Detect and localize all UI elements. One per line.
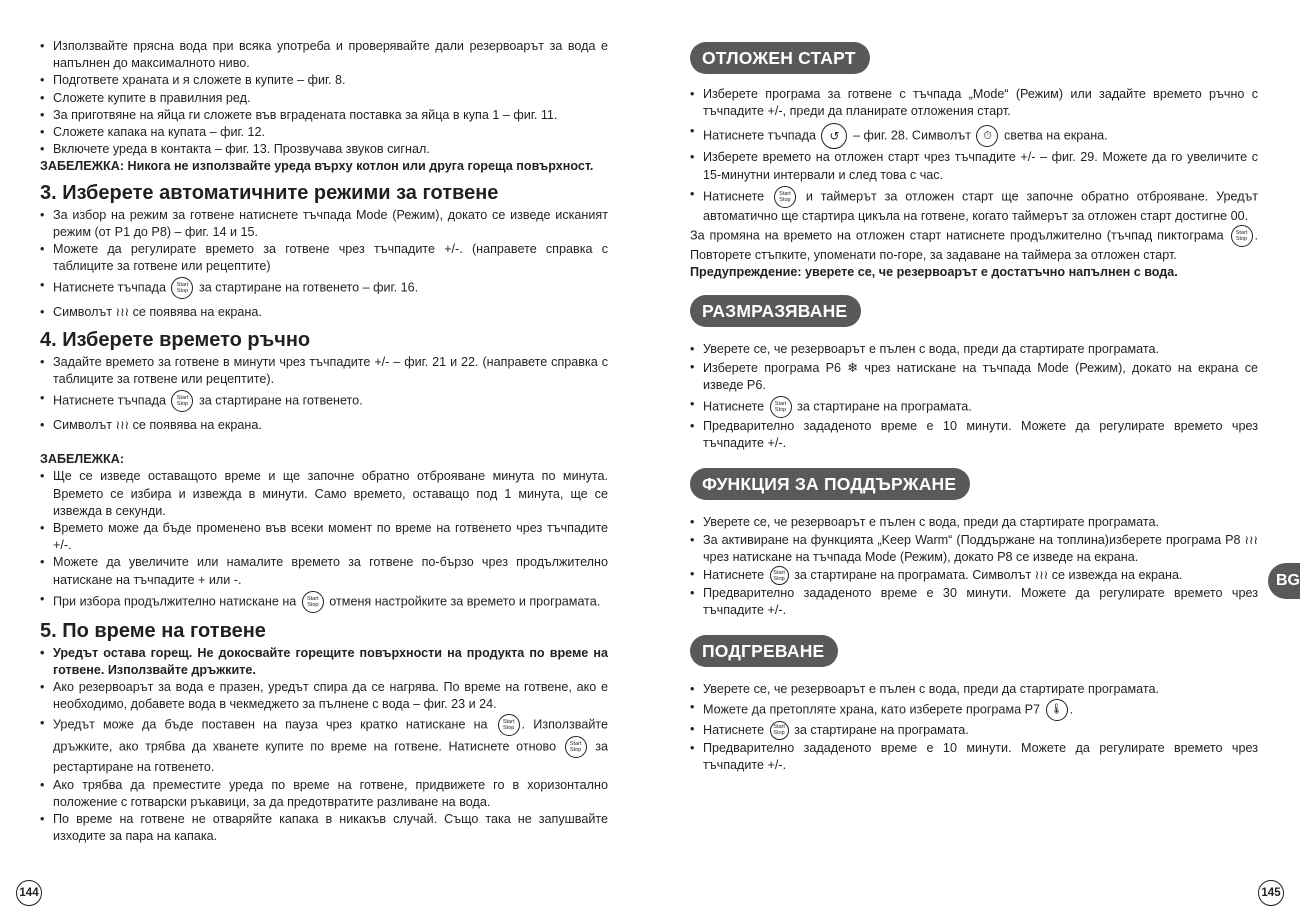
language-tab: BG	[1268, 563, 1300, 599]
delay-change-text	[690, 225, 1258, 264]
list-item: • Уредът остава горещ. Не докосвайте горещите повърхности на продукта по време на готвене. Използвайте дръжките.	[40, 645, 608, 679]
text-fragment: отменя настройките за времето и програмата.	[329, 594, 601, 609]
page-number-right: 145	[1258, 880, 1284, 906]
list-item: • Задайте времето за готвене в минути чрез тъчпадите +/- – фиг. 21 и 22. (направете справка с таблиците за готвене или рецептите).	[40, 354, 608, 388]
list-item: • Подгответе храната и я сложете в купите – фиг. 8.	[40, 72, 608, 89]
list-item: • По време на готвене не отваряйте капака в никакъв случай. Също така не запушвайте изходите за пара на капака.	[40, 811, 608, 845]
text-fragment: Натиснете тъчпада	[53, 280, 166, 295]
section-4-heading: 4. Изберете времето ръчно	[40, 328, 311, 351]
text-fragment: . Повторете стъпките, упоменати по-горе, за задаване на таймера за отложен старт.	[690, 228, 1258, 263]
list-item: • Включете уреда в контакта – фиг. 13. Прозвучава звуков сигнал.	[40, 141, 608, 158]
keep-warm-heading: ФУНКЦИЯ ЗА ПОДДЪРЖАНЕ	[690, 468, 970, 500]
section-5-heading: 5. По време на готвене	[40, 619, 266, 642]
left-column	[40, 38, 608, 846]
list-item: • За избор на режим за готвене натиснете тъчпада Mode (Режим), докато се изведе исканият режим (от P1 до P8) – фиг. 14 и 15.	[40, 207, 608, 241]
text-fragment: Натиснете	[703, 189, 765, 204]
list-item: • Времето може да бъде променено във всеки момент по време на готвенето чрез тъчпадите +/-.	[40, 520, 608, 554]
list-item	[40, 417, 608, 434]
section-3-heading: 3. Изберете автоматичните режими за готвене	[40, 181, 499, 204]
delay-start-icon: ↺	[821, 123, 847, 149]
reheat-list	[690, 681, 1258, 774]
steam-icon: ≀≀≀	[115, 418, 130, 433]
list-item: • Можете да регулирате времето за готвене чрез тъчпадите +/-. (направете справка с таблиците за готвене или рецептите)	[40, 241, 608, 275]
text-fragment: За активиране на функцията „Keep Warm“ (Поддържане на топлина)изберете програма P8	[703, 532, 1241, 547]
text-fragment: чрез натискане на тъчпада Mode (Режим), докато P8 се изведе на екрана.	[703, 549, 1139, 564]
list-item: • Уверете се, че резервоарът е пълен с вода, преди да стартирате програмата.	[690, 341, 1258, 358]
delay-start-heading: ОТЛОЖЕН СТАРТ	[690, 42, 870, 74]
text-fragment: Можете да претопляте храна, като изберете програма P7	[703, 701, 1041, 716]
list-item: • Изберете програма за готвене с тъчпада „Mode“ (Режим) или задайте времето ръчно с тъчпадите +/-, преди да планирате отложения старт.	[690, 86, 1258, 120]
start-stop-icon: Start Stop	[498, 714, 520, 736]
list-item: • Предварително зададеното време е 10 минути. Можете да регулирате времето чрез тъчпадите +/-.	[690, 418, 1258, 452]
text-fragment: Символът	[53, 418, 113, 433]
list-item	[690, 396, 1258, 418]
list-item: • Уверете се, че резервоарът е пълен с вода, преди да стартирате програмата.	[690, 514, 1258, 531]
text-fragment: Натиснете	[703, 722, 765, 737]
text-fragment: Натиснете	[703, 567, 765, 582]
list-item	[40, 277, 608, 299]
delay-start-list	[690, 86, 1258, 225]
text-fragment: за стартиране на програмата.	[797, 399, 972, 414]
snowflake-icon: ❄	[847, 359, 859, 375]
list-item	[690, 721, 1258, 740]
intro-list	[40, 38, 608, 158]
text-fragment: и таймерът за отложен старт ще започне обратно отброяване. Уредът автоматично ще стартира цикъла на готвене, когато таймерът за отложен старт достигне 00.	[703, 189, 1258, 223]
delay-warning: Предупреждение: уверете се, че резервоарът е достатъчно напълнен с вода.	[690, 265, 1178, 280]
text-fragment: светва на екрана.	[1003, 128, 1108, 143]
text-fragment: Натиснете тъчпада	[703, 128, 816, 143]
text-fragment: за стартиране на готвенето.	[198, 393, 363, 408]
list-item	[40, 390, 608, 412]
text-fragment: Уредът може да бъде поставен на пауза чрез кратко натискане на	[53, 717, 488, 732]
section-3-list	[40, 207, 608, 322]
list-item: • Използвайте прясна вода при всяка употреба и проверявайте дали резервоарът за вода е напълнен до максималното ниво.	[40, 38, 608, 72]
list-item	[690, 566, 1258, 585]
text-fragment: – фиг. 28. Символът	[852, 128, 971, 143]
text-fragment: чрез натискане на тъчпада Mode (Режим), докато на екрана се изведе P6.	[703, 360, 1258, 392]
text-fragment: Натиснете тъчпада	[53, 393, 166, 408]
page-number-left: 144	[16, 880, 42, 906]
list-item	[690, 359, 1258, 394]
steam-icon: ≀≀≀	[115, 305, 130, 320]
steam-icon: ≀≀≀	[1244, 532, 1258, 547]
list-item	[40, 714, 608, 777]
right-column	[690, 42, 1258, 774]
list-item: • Уверете се, че резервоарът е пълен с вода, преди да стартирате програмата.	[690, 681, 1258, 698]
list-item: • Ако трябва да преместите уреда по време на готвене, придвижете го в хоризонтално положение с готварски ръкавици, за да предотвратите разливане на вода.	[40, 777, 608, 811]
text-fragment: За промяна на времето на отложен старт натиснете продължително (тъчпад пиктограма	[690, 228, 1224, 243]
list-item: • Изберете времето на отложен старт чрез тъчпадите +/- – фиг. 29. Можете да го увеличите с 15-минутни интервали и след това с час.	[690, 149, 1258, 183]
start-stop-icon: Start Stop	[565, 736, 587, 758]
list-item	[690, 532, 1258, 566]
list-item	[40, 591, 608, 613]
list-item	[40, 304, 608, 321]
note-surface: ЗАБЕЛЕЖКА: Никога не използвайте уреда върху котлон или друга гореща повърхност.	[40, 159, 594, 174]
text-fragment: Символът	[53, 305, 113, 320]
text-fragment: .	[1069, 701, 1074, 716]
section-5-list	[40, 645, 608, 846]
defrost-list	[690, 341, 1258, 452]
start-stop-icon: Start Stop	[774, 186, 796, 208]
list-item	[690, 186, 1258, 225]
clock-icon: ⏱	[976, 125, 998, 147]
list-item: • Предварително зададеното време е 10 минути. Можете да регулирате времето чрез тъчпадите +/-.	[690, 740, 1258, 774]
start-stop-icon: Start Stop	[1231, 225, 1253, 247]
section-4-list	[40, 354, 608, 435]
text-fragment: Изберете програма P6	[703, 360, 841, 375]
text-fragment: за стартиране на готвенето – фиг. 16.	[198, 280, 419, 295]
text-fragment: за стартиране на програмата. Символът	[794, 567, 1032, 582]
text-fragment: се появява на екрана.	[132, 418, 262, 433]
list-item: • За приготвяне на яйца ги сложете във вградената поставка за яйца в купа 1 – фиг. 11.	[40, 107, 608, 124]
reheat-heading: ПОДГРЕВАНЕ	[690, 635, 838, 667]
keep-warm-list	[690, 514, 1258, 619]
start-stop-icon: Start Stop	[770, 566, 789, 585]
text-fragment: При избора продължително натискане на	[53, 594, 297, 609]
text-fragment: се появява на екрана.	[132, 305, 262, 320]
start-stop-icon: Start Stop	[770, 721, 789, 740]
list-item: • Сложете капака на купата – фиг. 12.	[40, 124, 608, 141]
steam-icon: ≀≀≀	[1034, 567, 1049, 582]
note-list	[40, 468, 608, 612]
list-item	[690, 123, 1258, 149]
list-item	[690, 699, 1258, 721]
text-fragment: Натиснете	[703, 399, 765, 414]
text-fragment: за рестартиране на готвенето.	[53, 739, 609, 774]
start-stop-icon: Start Stop	[171, 277, 193, 299]
list-item: • Можете да увеличите или намалите времето за готвене по-бързо чрез продължително натискане на тъчпадите + или -.	[40, 554, 608, 588]
thermometer-icon: 🌡	[1046, 699, 1068, 721]
start-stop-icon: Start Stop	[770, 396, 792, 418]
text-fragment: се извежда на екрана.	[1051, 567, 1183, 582]
text-fragment: за стартиране на програмата.	[794, 722, 969, 737]
list-item: • Предварително зададеното време е 30 минути. Можете да регулирате времето чрез тъчпадите +/-.	[690, 585, 1258, 619]
list-item: • Ще се изведе оставащото време и ще започне обратно отброяване минута по минута. Времето се избира и извежда в минути. Само времето, оставащо под 1 минута, ще се извежда в секунди.	[40, 468, 608, 520]
start-stop-icon: Start Stop	[302, 591, 324, 613]
note-heading: ЗАБЕЛЕЖКА:	[40, 452, 125, 467]
start-stop-icon: Start Stop	[171, 390, 193, 412]
list-item: • Ако резервоарът за вода е празен, уредът спира да се нагрява. По време на готвене, ако е необходимо, добавете вода в чекмеджето за пълнене с вода – фиг. 23 и 24.	[40, 679, 608, 713]
defrost-heading: РАЗМРАЗЯВАНЕ	[690, 295, 861, 327]
list-item: • Сложете купите в правилния ред.	[40, 90, 608, 107]
text-fragment: . Използвайте дръжките, ако трябва да хванете купите по време на готвене. Натиснете отново	[53, 717, 608, 754]
